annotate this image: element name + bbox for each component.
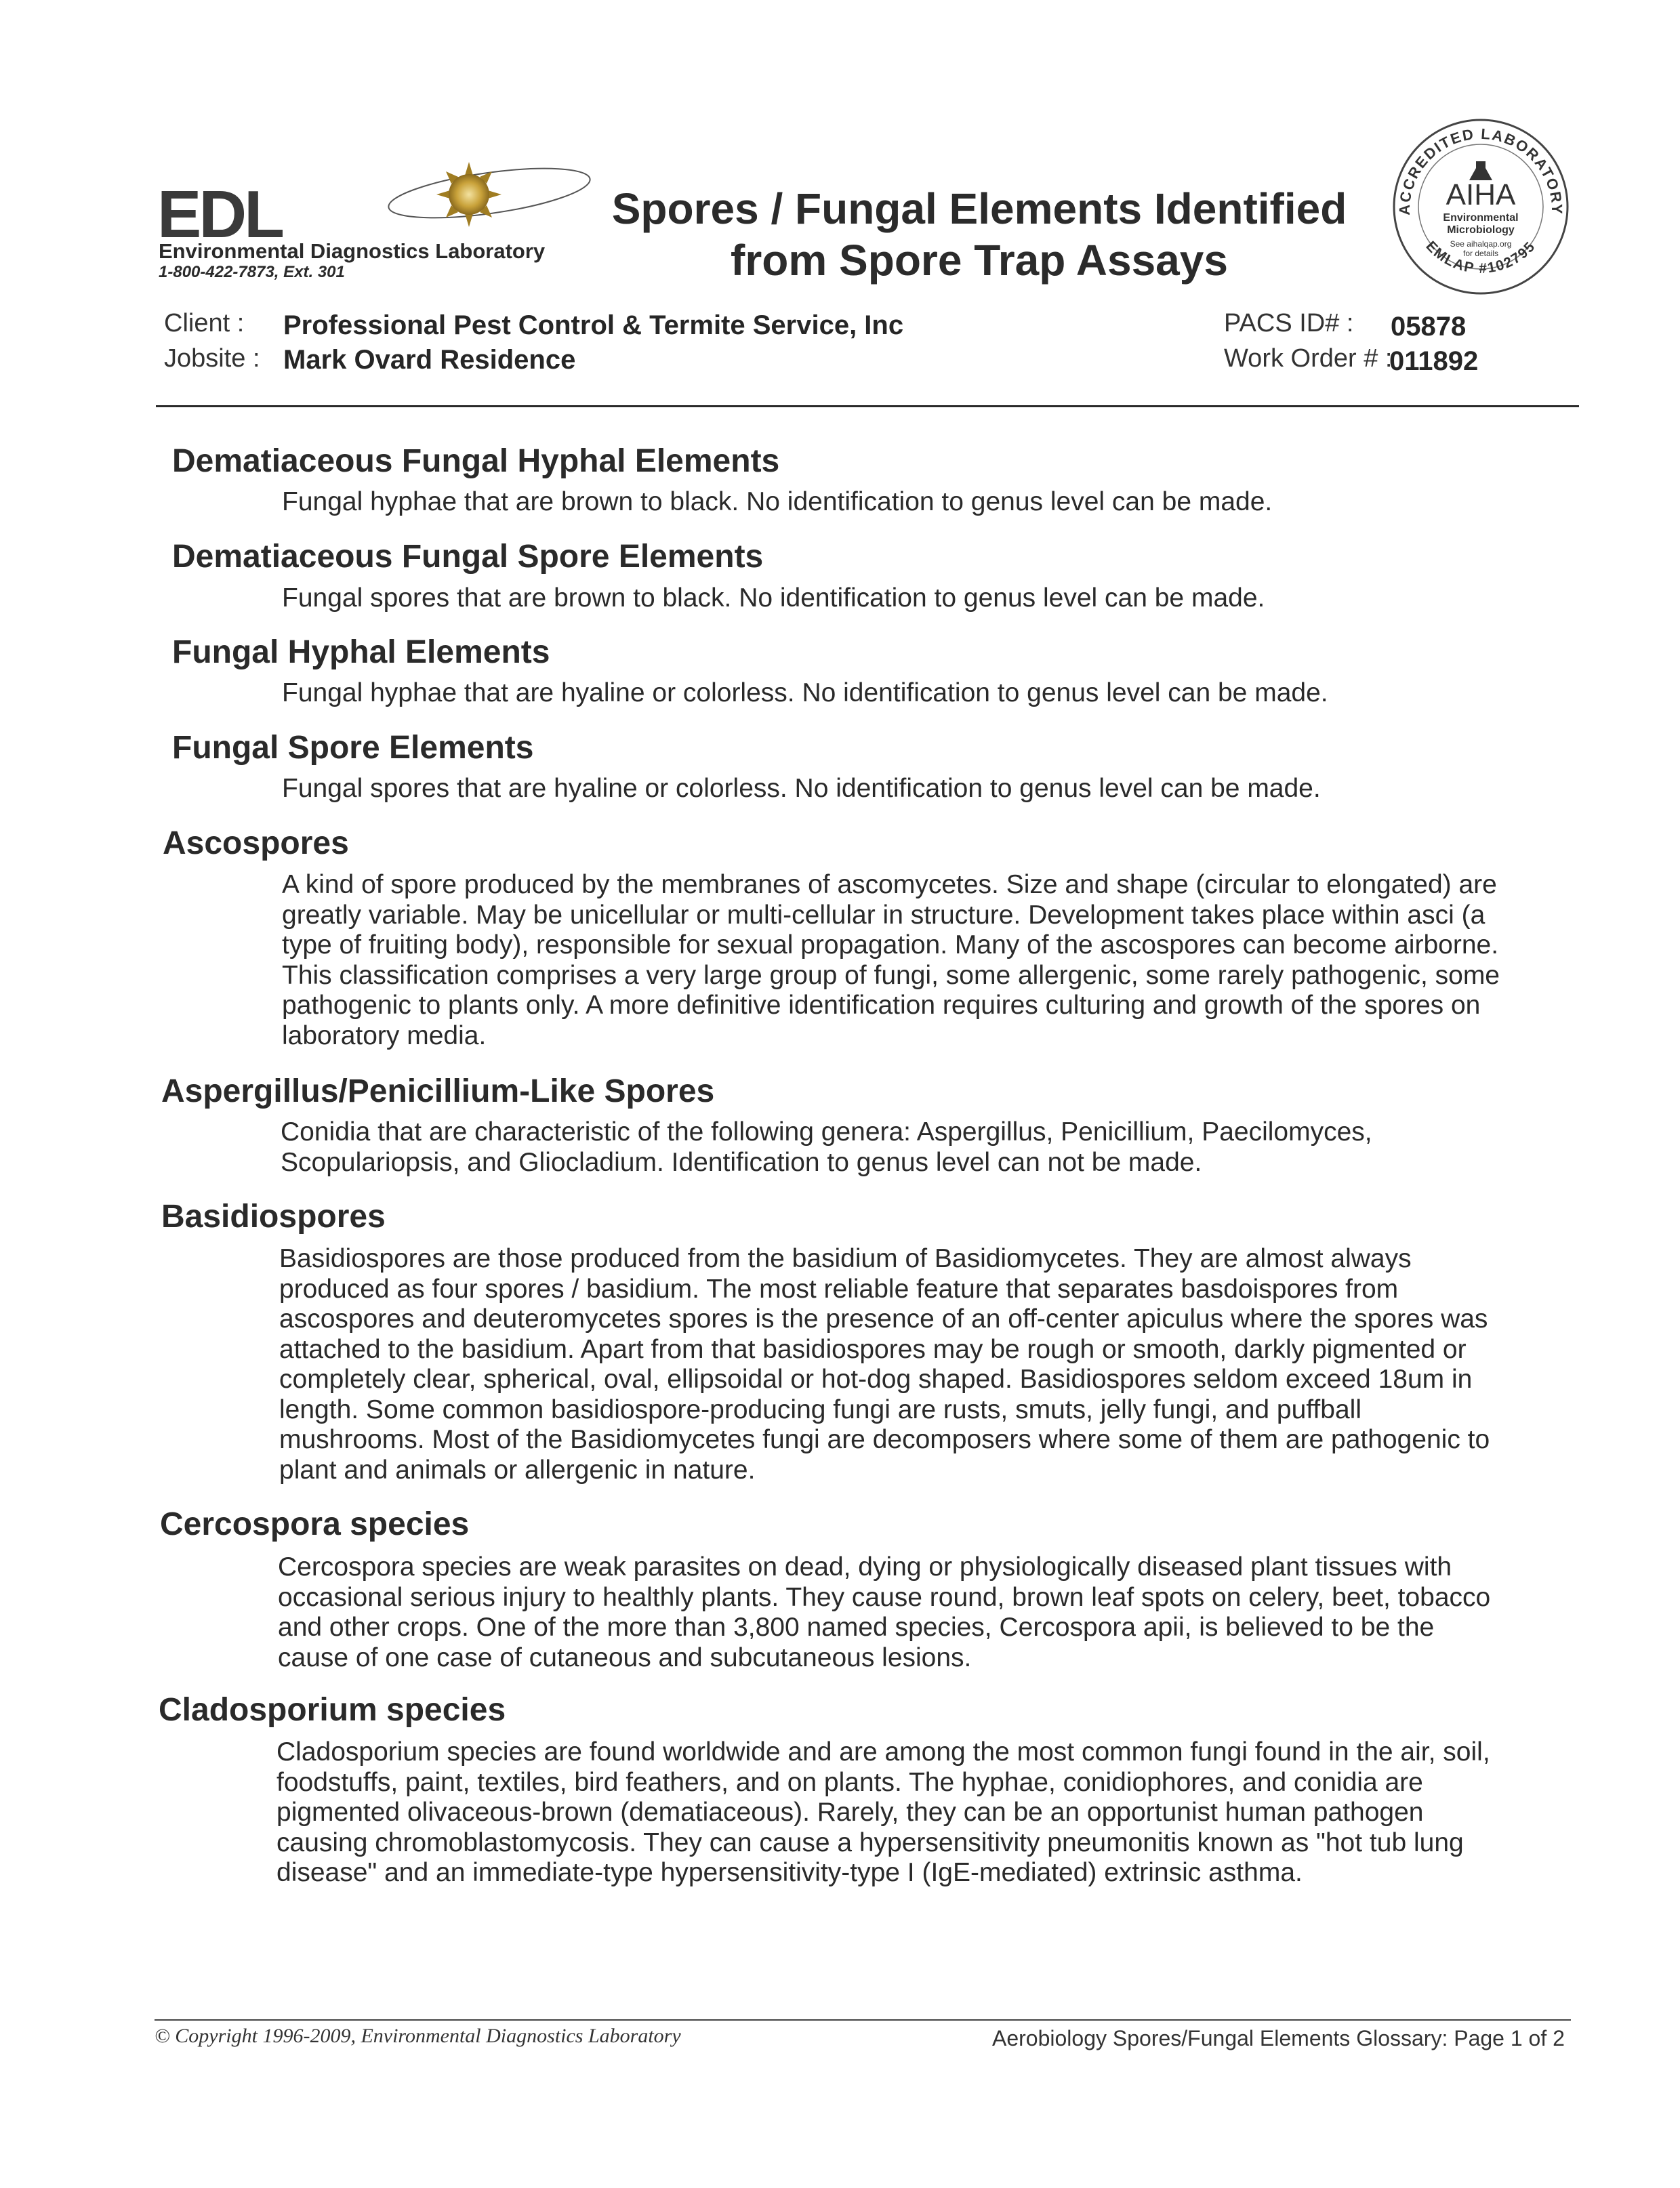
seal-org: AIHA (1446, 178, 1516, 211)
glossary-definition: Fungal hyphae that are hyaline or colorless. No identification to genus level can be made. (282, 678, 1328, 707)
seal-note-line-1: See aihalqap.org (1450, 239, 1512, 249)
footer-copyright: © Copyright 1996-2009, Environmental Diagnostics Laboratory (155, 2025, 681, 2047)
client-name: Professional Pest Control & Termite Service, Inc (283, 310, 904, 340)
seal-dept-line-1: Environmental (1443, 212, 1519, 224)
seal-top-text: ACCREDITED LABORATORY (1395, 125, 1566, 215)
glossary-definition: A kind of spore produced by the membranes of ascomycetes. Size and shape (circular to elongated) are greatly variable. May be unicellular or multi-cellular in structure. Development takes place within asci (a type of fruiting body), responsible for sexual propagation. Many of the ascospores can become airborne. This classification comprises a very large group of fungi, some allergenic, some rarely pathogenic, some pathogenic to plants only. A more definitive identification requires culturing and growth of the spores on laboratory media. (282, 870, 1500, 1050)
glossary-term: Basidiospores (161, 1199, 386, 1235)
jobsite-label: Jobsite : (164, 344, 260, 373)
jobsite-name: Mark Ovard Residence (283, 345, 576, 375)
lab-name: Environmental Diagnostics Laboratory (159, 239, 546, 263)
glossary-term: Fungal Spore Elements (172, 730, 534, 766)
glossary-definition: Fungal hyphae that are brown to black. No identification to genus level can be made. (282, 487, 1273, 516)
glossary-term: Fungal Hyphal Elements (172, 634, 550, 670)
footer-divider (155, 2019, 1571, 2021)
glossary-definition: Fungal spores that are hyaline or colorless. No identification to genus level can be made. (282, 774, 1321, 803)
glossary-definition: Cercospora species are weak parasites on dead, dying or physiologically diseased plant tissues with occasional serious injury to healthly plants. They cause round, brown leaf spots on celery, beet, tobacco and other crops. One of the more than 3,800 named species, Cercospora apii, is believed to be the cause of one case of cutaneous and subcutaneous lesions. (278, 1552, 1491, 1672)
footer-page-info: Aerobiology Spores/Fungal Elements Glossary: Page 1 of 2 (992, 2026, 1565, 2050)
glossary-term: Cercospora species (160, 1506, 470, 1542)
pacs-id-label: PACS ID# : (1224, 309, 1354, 337)
glossary-term: Cladosporium species (159, 1692, 506, 1728)
glossary-definition: Conidia that are characteristic of the following genera: Aspergillus, Penicillium, Paecilomyces, Scopulariopsis, and Gliocladium. Identification to genus level can not be made. (281, 1117, 1372, 1177)
glossary-term: Dematiaceous Fungal Spore Elements (172, 539, 764, 575)
lab-phone: 1-800-422-7873, Ext. 301 (159, 263, 345, 281)
title-line-1: Spores / Fungal Elements Identified (611, 184, 1347, 233)
seal-bottom-text: EMLAP #102795 (1422, 238, 1539, 276)
glossary-definition: Basidiospores are those produced from the basidium of Basidiomycetes. They are almost always produced as four spores / basidium. The most reliable feature that separates basdoispores from ascospores and deuteromycetes spores is the presence of an off-center apiculus where the spores was attached to the basidium. Apart from that basidiospores may be rough or smooth, darkly pigmented or completely clear, spherical, oval, ellipsoidal or hot-dog shaped. Basidiospores seldom exceed 18um in length. Some common basidiospore-producing fungi are rusts, smuts, jelly fungi, and puffball mushrooms. Most of the Basidiomycetes fungi are decomposers where some of them are pathogenic to plant and animals or allergenic in nature. (279, 1244, 1490, 1485)
title-line-2: from Spore Trap Assays (731, 236, 1228, 285)
glossary-definition: Fungal spores that are brown to black. No identification to genus level can be made. (282, 583, 1265, 613)
glossary-term: Aspergillus/Penicillium-Like Spores (161, 1073, 715, 1109)
logo-letters: EDL (157, 177, 282, 251)
seal-note-line-2: for details (1462, 249, 1499, 258)
glossary-term: Ascospores (163, 825, 349, 861)
seal-dept-line-2: Microbiology (1447, 224, 1515, 236)
work-order-label: Work Order # : (1224, 344, 1393, 373)
client-label: Client : (164, 309, 245, 337)
work-order-value: 011892 (1389, 346, 1479, 376)
glossary-definition: Cladosporium species are found worldwide and are among the most common fungi found in the air, soil, foodstuffs, paint, textiles, bird feathers, and on plants. The hyphae, conidiophores, and conidia are pigmented olivaceous-brown (dematiaceous). Rarely, they can be an opportunist human pathogen causing chromoblastomycosis. They can cause a hypersensitivity pneumonitis known as "hot tub lung disease" and an immediate-type hypersensitivity-type I (IgE-mediated) extrinsic asthma. (276, 1737, 1490, 1887)
pacs-id-value: 05878 (1391, 312, 1467, 342)
glossary-term: Dematiaceous Fungal Hyphal Elements (172, 443, 780, 479)
